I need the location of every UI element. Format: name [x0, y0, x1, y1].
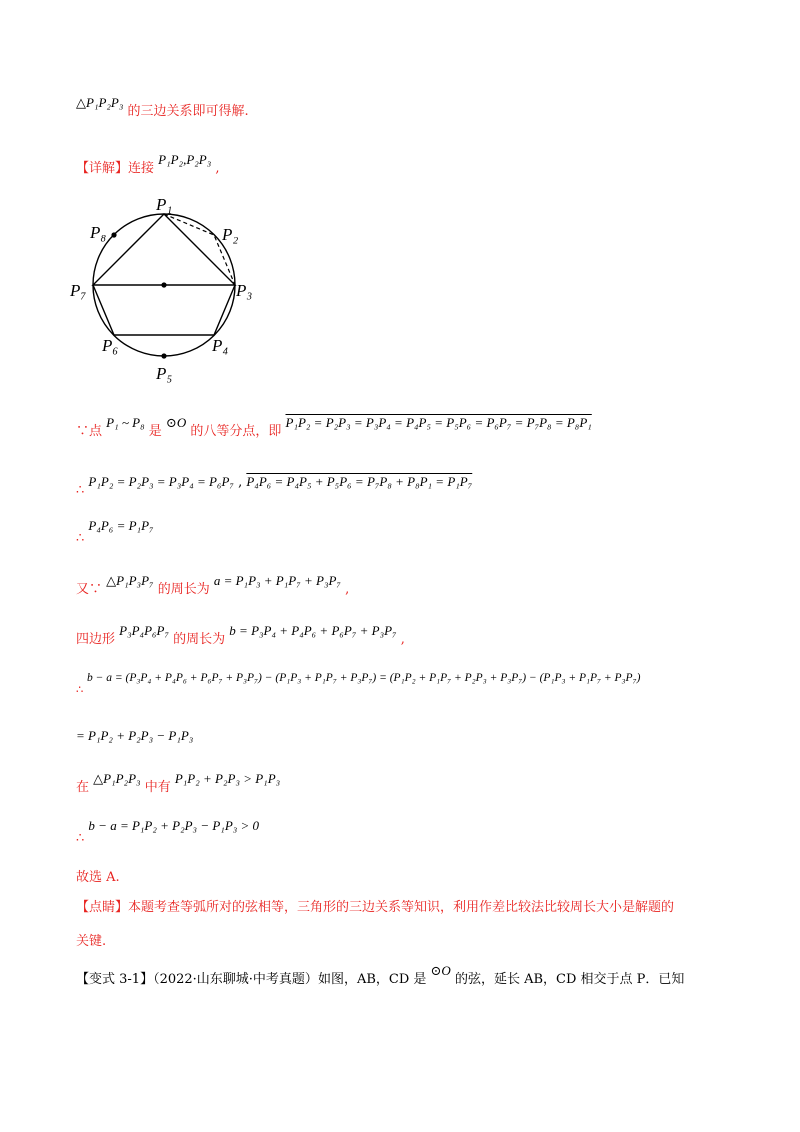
- octagon-circle-figure: [60, 188, 280, 388]
- comma: ,: [215, 161, 220, 176]
- label-p4: P₄: [212, 336, 229, 355]
- comma: ,: [400, 632, 405, 647]
- because-point: ∵点: [76, 424, 103, 439]
- comment-tag: 【点睛】: [76, 900, 129, 915]
- equal-arcs: P₁P₂ = P₂P₃ = P₃P₄ = P₄P₅ = P₅P₆ = P₆P₇ = P₇P₈ = P₈P₁: [285, 415, 592, 430]
- line-4: [76, 474, 473, 498]
- simplified-difference: = P₁P₂ + P₂P₃ − P₁P₃: [76, 728, 194, 743]
- triangle-p1p2p3: △P₁P₂P₃: [76, 95, 124, 110]
- perimeter-a: a = P₁P₃ + P₁P₇ + P₃P₇: [213, 573, 341, 588]
- line-14: 关键.: [76, 934, 107, 949]
- variant-source: （2022·山东聊城·中考真题）: [153, 972, 318, 987]
- line-15: [76, 963, 685, 987]
- circle-o-symbol: ⊙O: [165, 415, 187, 430]
- perimeter-b: b = P₃P₄ + P₄P₆ + P₆P₇ + P₃P₇: [229, 623, 397, 638]
- line-6: [76, 573, 350, 597]
- equal-division-text: 的八等分点，即: [190, 424, 282, 439]
- comment-text: 本题考查等弧所对的弦相等，三角形的三边关系等知识，利用作差比较法比较周长大小是解题的: [128, 900, 675, 915]
- triangle-inequality: P₁P₂ + P₂P₃ > P₁P₃: [174, 771, 281, 786]
- has-text: 中有: [144, 780, 171, 795]
- quadrilateral-text: 四边形: [76, 632, 116, 647]
- b-minus-a-positive: b − a = P₁P₂ + P₂P₃ − P₁P₃ > 0: [88, 818, 260, 833]
- label-p2: P₂: [222, 225, 239, 244]
- is-text: 是: [148, 424, 162, 439]
- circle-o-symbol: ⊙O: [430, 963, 451, 978]
- therefore: ∴: [76, 531, 85, 546]
- line-10: [76, 771, 281, 795]
- triangle-p1p2p3-name: △P₁P₂P₃: [93, 771, 141, 786]
- equal-chords: P₁P₂ = P₂P₃ = P₃P₄ = P₆P₇: [88, 474, 234, 489]
- therefore: ∴: [76, 831, 85, 846]
- b-minus-a-expansion: b − a = (P₃P₄ + P₄P₆ + P₆P₇ + P₃P₇) − (P₁P₃ + P₁P₇ + P₃P₇) = (P₁P₂ + P₁P₇ + P₂P₃ + P₃P₇) − (P₁P₃ + P₁P₇ + P₃P₇): [86, 672, 641, 684]
- center-point: [161, 282, 166, 287]
- line-5: [76, 518, 154, 546]
- line-11: [76, 818, 260, 846]
- quadrilateral-p3p4p6p7: [93, 285, 235, 335]
- point-p5: [161, 353, 166, 358]
- detail-tag: 【详解】连接: [76, 161, 155, 176]
- arc-sum: P₄P₆ = P₄P₅ + P₅P₆ = P₇P₈ + P₈P₁ = P₁P₇: [246, 474, 473, 489]
- quadrilateral-name: P₃P₄P₆P₇: [119, 623, 169, 638]
- comma: ,: [238, 475, 243, 490]
- line-3: [76, 415, 592, 439]
- in-text: 在: [76, 780, 90, 795]
- range-p1-p8: P₁ ~ P₈: [106, 415, 145, 430]
- line-9: [76, 728, 193, 744]
- p4p6-equals-p1p7: P₄P₆ = P₁P₇: [88, 518, 154, 533]
- connect-math: P₁P₂,P₂P₃: [158, 152, 212, 167]
- line-7: [76, 623, 405, 647]
- comma: ,: [345, 582, 350, 597]
- label-p6: P₆: [102, 336, 119, 355]
- answer-line: 故选 A.: [76, 870, 120, 885]
- line-1: [76, 95, 249, 119]
- label-p8: P₈: [90, 223, 107, 242]
- line-2: [76, 152, 220, 176]
- triangle-p1p3p7-name: △P₁P₃P₇: [106, 573, 154, 588]
- therefore: ∴: [76, 483, 85, 498]
- label-p7: P₇: [70, 281, 87, 300]
- line-8: [76, 670, 641, 696]
- label-p1: P₁: [156, 195, 173, 214]
- label-p5: P₅: [156, 364, 173, 383]
- perimeter-text: 的周长为: [173, 632, 226, 647]
- variant-text-a: 如图，AB，CD 是: [317, 972, 427, 987]
- therefore: ∴: [76, 682, 84, 696]
- triangle-p1p3p7: [93, 214, 235, 285]
- line-1-text: 的三边关系即可得解.: [127, 104, 249, 119]
- also-because: 又∵: [76, 582, 103, 597]
- point-p8: [111, 232, 116, 237]
- variant-text-b: 的弦，延长 AB，CD 相交于点 P．已知: [454, 972, 685, 987]
- variant-tag: 【变式 3-1】: [76, 972, 154, 987]
- line-13: [76, 896, 674, 915]
- label-p3: P₃: [236, 281, 253, 300]
- perimeter-text: 的周长为: [157, 582, 210, 597]
